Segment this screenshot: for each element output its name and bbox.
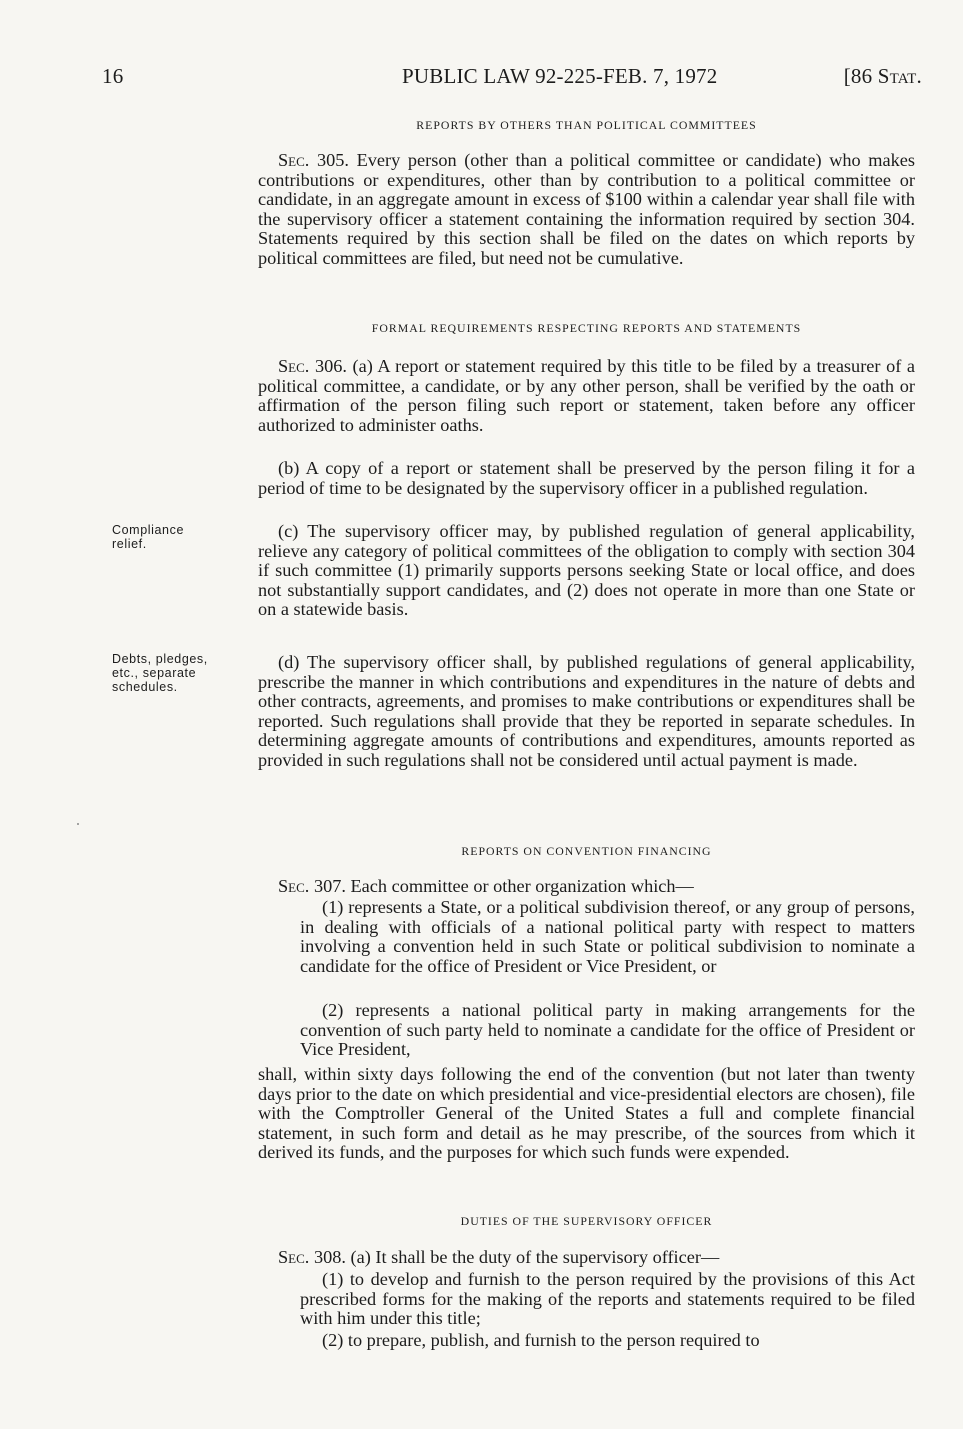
section-308-intro bbox=[258, 1248, 915, 1268]
section-308-heading: DUTIES OF THE SUPERVISORY OFFICER bbox=[460, 1214, 713, 1228]
section-305-body: 305. Every person (other than a political committee or candidate) who makes contributions or expenditures, other than by contribution to a political committee or candidate, in an aggregate amount in excess of $100 within a calendar year shall file with the supervisory officer a statement containing the information required by section 304. Statements required by this section shall be filed on the dates on which reports by political committees are filed, but need not be cumulative. bbox=[258, 150, 915, 268]
section-305-text bbox=[258, 151, 915, 269]
section-306-heading: FORMAL REQUIREMENTS RESPECTING REPORTS AND STATEMENTS bbox=[371, 321, 802, 335]
section-308-intro-body: 308. (a) It shall be the duty of the supervisory officer— bbox=[313, 1247, 720, 1267]
section-label: Sec. bbox=[278, 356, 310, 376]
margin-note-compliance bbox=[112, 523, 247, 551]
section-307-item-2: (2) represents a national political party in making arrangements for the convention of such party held to nominate a candidate for the office of President or Vice President, bbox=[300, 1000, 915, 1060]
margin-note-line: Debts, pledges, bbox=[112, 652, 208, 666]
section-306-b: (b) A copy of a report or statement shall be preserved by the person filing it for a period of time to be designated by the supervisory officer in a published regulation. bbox=[258, 458, 915, 498]
margin-note-line: relief. bbox=[112, 537, 147, 551]
section-307-heading: REPORTS ON CONVENTION FINANCING bbox=[461, 844, 712, 858]
margin-note-line: schedules. bbox=[112, 680, 178, 694]
section-308-item-1: (1) to develop and furnish to the person required by the provisions of this Act prescribed forms for the making of the reports and statements required to be filed with him under this title; bbox=[300, 1269, 915, 1329]
margin-note-line: Compliance bbox=[112, 523, 185, 537]
section-307-intro-body: 307. Each committee or other organization which— bbox=[313, 876, 694, 896]
section-307-closing: shall, within sixty days following the end of the convention (but not later than twenty days prior to the date on which presidential and vice-presidential electors are chosen), file with the Comptroller General of the United States a full and complete financial statement, in such form and detail as he may prescribe, of the sources from which it derived its funds, and the purposes for which such funds were expended. bbox=[258, 1064, 915, 1163]
section-305-heading: REPORTS BY OTHERS THAN POLITICAL COMMITTEES bbox=[416, 118, 757, 132]
section-307-intro bbox=[258, 877, 915, 897]
scan-mark bbox=[77, 823, 79, 825]
margin-note-debts bbox=[112, 652, 247, 694]
section-306-a-body: 306. (a) A report or statement required by this title to be filed by a treasurer of a political committee, a candidate, or by any other person, shall be verified by the oath or affirmation of the person filing such report or statement, taken before any officer authorized to administer oaths. bbox=[258, 356, 915, 435]
section-308-item-2: (2) to prepare, publish, and furnish to the person required to bbox=[322, 1330, 760, 1350]
statute-reference: [86 Stat. bbox=[843, 64, 922, 88]
section-label: Sec. bbox=[278, 150, 310, 170]
page-title: PUBLIC LAW 92-225-FEB. 7, 1972 bbox=[402, 64, 718, 88]
section-306-c: (c) The supervisory officer may, by published regulation of general applicability, relieve any category of political committees of the obligation to comply with section 304 if such committee (1) primarily supports persons seeking State or local office, and does not substantially support candidates, and (2) does not operate in more than one State or on a statewide basis. bbox=[258, 521, 915, 620]
section-label: Sec. bbox=[278, 876, 310, 896]
running-head bbox=[102, 64, 922, 98]
page-number: 16 bbox=[102, 64, 124, 88]
section-306-a bbox=[258, 357, 915, 435]
section-306-d: (d) The supervisory officer shall, by published regulations of general applicability, prescribe the manner in which contributions and expenditures in the nature of debts and other contracts, agreements, and promises to make contributions or expenditures shall be reported. Such regulations shall provide that they be reported in separate schedules. In determining aggregate amounts of contributions and expenditures, amounts reported as provided in such regulations shall not be considered until actual payment is made. bbox=[258, 652, 915, 770]
margin-note-line: etc., separate bbox=[112, 666, 197, 680]
section-label: Sec. bbox=[278, 1247, 310, 1267]
section-307-item-1: (1) represents a State, or a political subdivision thereof, or any group of persons, in dealing with officials of a national political party with respect to matters involving a convention held in such State or political subdivision to nominate a candidate for the office of President or Vice President, or bbox=[300, 897, 915, 976]
